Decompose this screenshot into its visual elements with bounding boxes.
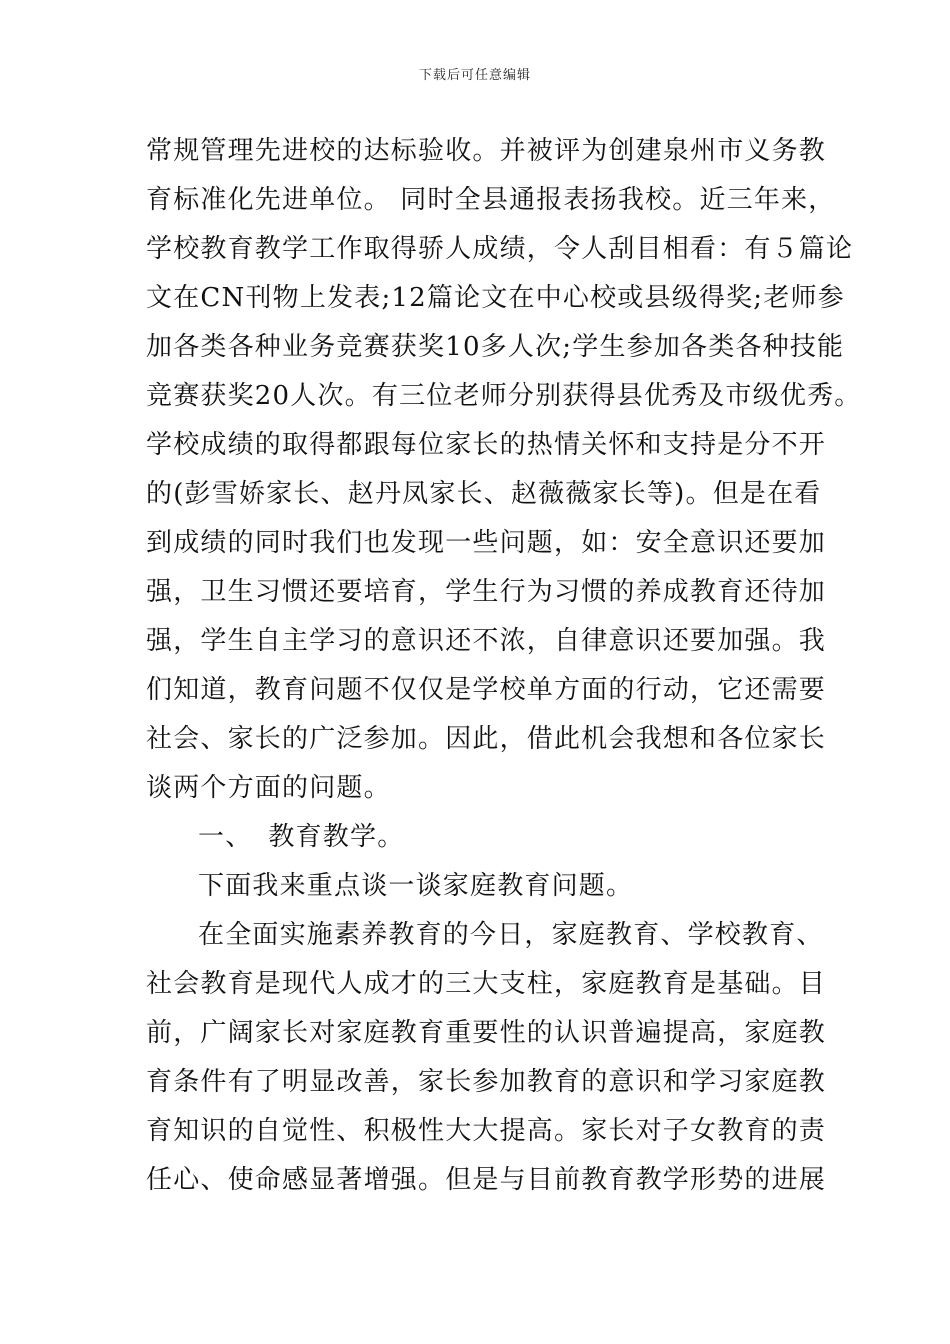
- section-heading: [146, 813, 826, 862]
- paragraph: [146, 911, 826, 1205]
- text-line: 在全面实施素养教育的今日，家庭教育、学校教育、: [198, 920, 824, 950]
- text-line: 强，学生自主学习的意识还不浓，自律意识还要加强。我: [146, 626, 827, 656]
- body-text: [146, 127, 862, 1205]
- text-line: 育知识的自觉性、积极性大大提高。家长对子女教育的责: [146, 1116, 827, 1146]
- text-line: 文在CN刊物上发表;12篇论文在中心校或县级得奖;老师参: [146, 283, 845, 313]
- text-line: 学校成绩的取得都跟每位家长的热情关怀和支持是分不开: [146, 430, 827, 460]
- text-line: 加各类各种业务竞赛获奖10多人次;学生参加各类各种技能: [146, 332, 845, 362]
- paragraph: [146, 127, 862, 813]
- intro-line: 下面我来重点谈一谈家庭教育问题。: [198, 871, 634, 901]
- text-line: 社会、家长的广泛参加。因此，借此机会我想和各位家长: [146, 724, 827, 754]
- text-line: 的(彭雪娇家长、赵丹凤家长、赵薇薇家长等)。但是在看: [146, 479, 822, 509]
- text-line: 竞赛获奖20人次。有三位老师分别获得县优秀及市级优秀。: [146, 381, 862, 411]
- page-header: 下载后可任意编辑: [418, 68, 531, 83]
- text-line: 育条件有了明显改善，家长参加教育的意识和学习家庭教: [146, 1067, 827, 1097]
- text-line: 到成绩的同时我们也发现一些问题，如：安全意识还要加: [146, 528, 827, 558]
- text-line: 社会教育是现代人成才的三大支柱，家庭教育是基础。目: [146, 969, 827, 999]
- text-line: 们知道，教育问题不仅仅是学校单方面的行动，它还需要: [146, 675, 827, 705]
- text-line: 强，卫生习惯还要培育，学生行为习惯的养成教育还待加: [146, 577, 827, 607]
- section-title: 教育教学。: [268, 822, 405, 852]
- section-marker: 一、: [198, 822, 253, 852]
- text-line: 常规管理先进校的达标验收。并被评为创建泉州市义务教: [146, 136, 827, 166]
- text-line: 谈两个方面的问题。: [146, 773, 391, 803]
- text-line: 学校教育教学工作取得骄人成绩，令人刮目相看：有５篇论: [146, 234, 854, 264]
- text-line: 育标准化先进单位。 同时全县通报表扬我校。近三年来，: [146, 185, 836, 215]
- text-line: 任心、使命感显著增强。但是与目前教育教学形势的进展: [146, 1165, 827, 1195]
- text-line: 前，广阔家长对家庭教育重要性的认识普遍提高，家庭教: [146, 1018, 827, 1048]
